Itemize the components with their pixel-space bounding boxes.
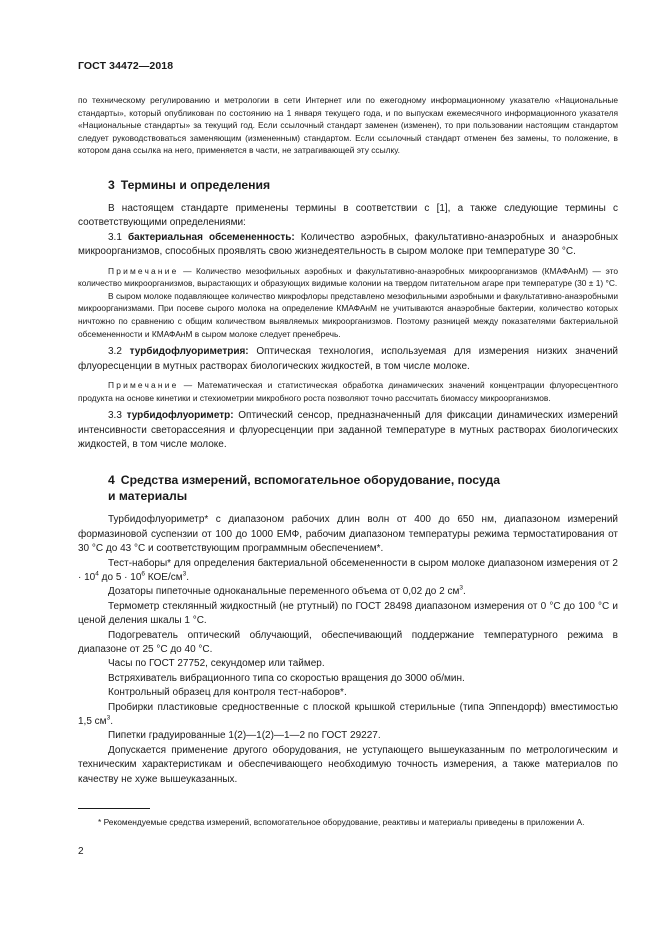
page-content <box>78 94 618 787</box>
equipment-turbidofluorimeter: Турбидофлуориметр* с диапазоном рабочих длин волн от 400 до 650 нм, диапазоном измерений формазиновой суспензии от 100 до 1000 ЕМФ, рабочим диапазоном температуры режима термостатирования от 30 °С до 43 °С и соответствующим программным обеспечением*. <box>78 514 618 555</box>
section-3-title: Термины и определения <box>120 177 271 192</box>
term-3-2 <box>78 345 618 374</box>
equipment-substitution-note: Допускается применение другого оборудования, не уступающего вышеуказанным по метрологическим и техническим характеристикам и обеспечивающего необходимую точность измерения, а также материалов по качеству не хуже вышеуказанных. <box>78 744 618 785</box>
term-3-2-definition: Оптическая технология, используемая для измерения низких значений флуоресценции в мутных растворах биологических жидкостей, в том числе молоке. <box>78 346 618 372</box>
term-3-2-note-text: — Математическая и статистическая обработка динамических значений концентрации флуоресцентного продукта на основе кинетики и стехиометрии микробного роста позволяют точно рассчитать биомассу микроорганизмов. <box>78 379 618 403</box>
term-3-1-note-continuation: В сыром молоке подавляющее количество микрофлоры представлено мезофильными аэробными и факультативно-анаэробными микроорганизмами. При посеве сырого молока на определение КМАФАнМ не учитываются анаэробные бактерии, количество которых ничтожно по сравнению с общим количеством выявляемых микроорганизмов. Поэтому разницей между показателями бактериальной обсемененности и КМАФАнМ в сыром молоке следует пренебречь. <box>78 290 618 339</box>
superscript: 6 <box>141 570 146 578</box>
term-3-2-note <box>78 379 618 404</box>
term-3-2-name: турбидофлуориметрия: <box>129 346 249 358</box>
term-3-1-note <box>78 265 618 290</box>
section-3-heading <box>78 177 618 193</box>
equipment-control-sample: Контрольный образец для контроля тест-наборов*. <box>108 687 347 699</box>
term-3-3-number: 3.3 <box>108 410 122 422</box>
page-number: 2 <box>78 846 84 857</box>
superscript: 4 <box>95 570 99 578</box>
section-4-title-line-1: Средства измерений, вспомогательное оборудование, посуда <box>120 473 501 488</box>
text-run: Дозаторы пипеточные одноканальные переменного объема от 0,02 до 2 см <box>108 586 460 598</box>
equipment-dispensers <box>78 585 618 599</box>
section-4-heading <box>78 472 618 504</box>
text-run: Тест-наборы* для определения бактериальной обсемененности в сыром молоке диапазоном измерения от 2 · 10 <box>78 557 618 583</box>
text-run: до 5 · 10 <box>98 572 142 583</box>
equipment-thermometer: Термометр стеклянный жидкостный (не ртутный) по ГОСТ 28498 диапазоном измерения от 0 °С до 100 °С и ценой деления шкалы 1 °С. <box>78 600 618 627</box>
superscript: 3 <box>106 714 111 722</box>
equipment-test-kits <box>78 557 618 586</box>
term-3-2-number: 3.2 <box>108 346 122 358</box>
section-4-number: 4 <box>108 473 115 488</box>
term-3-1-definition: Количество аэробных, факультативно-анаэробных и анаэробных микроорганизмов, способных проявлять свою жизнедеятельность в сыром молоке при температуре 30 °С. <box>78 231 619 258</box>
section-4-title-line-2: и материалы <box>108 489 188 504</box>
term-3-3-name: турбидофлуориметр: <box>126 410 234 422</box>
superscript: 3 <box>459 585 463 593</box>
intro-paragraph: по техническому регулированию и метрологии в сети Интернет или по ежегодному информационному указателю «Национальные стандарты», который опубликован по состоянию на 1 января текущего года, и по выпускам ежемесячного информационного указателя «Национальные стандарты» за текущий год. Если ссылочный стандарт заменен (изменен), то при пользовании настоящим стандартом следует руководствоваться заменяющим (измененным) стандартом. Если ссылочный стандарт отменен без замены, то положение, в котором дана ссылка на него, применяется в части, не затрагивающей эту ссылку. <box>78 95 618 156</box>
footnote-divider <box>78 808 150 809</box>
section-3-intro: В настоящем стандарте применены термины в соответствии с [1], а также следующие термины с соответствующими определениями: <box>78 202 618 229</box>
note-label: Примечание <box>108 379 179 390</box>
text-run: Пробирки пластиковые средноственные с плоской крышкой стерильные (типа Эппендорф) вместимостью 1,5 см <box>78 701 618 728</box>
superscript: 3 <box>182 570 187 578</box>
text-run: КОЕ/см <box>145 572 183 583</box>
footnote: * Рекомендуемые средства измерений, вспомогательное оборудование, реактивы и материалы приведены в приложении А. <box>98 817 585 827</box>
equipment-tubes <box>78 701 618 730</box>
term-3-3-definition: Оптический сенсор, предназначенный для фиксации динамических измерений интенсивности светорассеяния и флуоресценции при заданной температуре в мутных растворах биологических жидкостей, в том числе молоке. <box>78 410 619 450</box>
document-code-header: ГОСТ 34472—2018 <box>78 60 174 72</box>
section-3-number: 3 <box>108 177 115 192</box>
text-run: . <box>462 586 466 598</box>
term-3-1-name: бактериальная обсемененность: <box>127 231 295 243</box>
equipment-pipettes: Пипетки градуированные 1(2)—1(2)—1—2 по ГОСТ 29227. <box>108 730 381 742</box>
text-run: . <box>186 572 190 583</box>
text-run: . <box>110 716 113 728</box>
term-3-1-number: 3.1 <box>108 231 122 243</box>
equipment-clock: Часы по ГОСТ 27752, секундомер или таймер. <box>108 658 325 670</box>
note-label: Примечание <box>108 265 179 276</box>
term-3-3 <box>78 409 618 452</box>
equipment-heater: Подогреватель оптический облучающий, обеспечивающий поддержание температурного режима в диапазоне от 25 °С до 40 °С. <box>78 629 618 656</box>
term-3-1 <box>78 231 618 260</box>
term-3-1-note-text: — Количество мезофильных аэробных и факультативно-анаэробных микроорганизмов (КМАФАнМ) — это количество микроорганизмов, вырастающих и образующих видимые колонии на твердом питательном агаре при температуре (30 ± 1) °С. <box>78 265 618 289</box>
equipment-shaker: Встряхиватель вибрационного типа со скоростью вращения до 3000 об/мин. <box>108 672 465 684</box>
